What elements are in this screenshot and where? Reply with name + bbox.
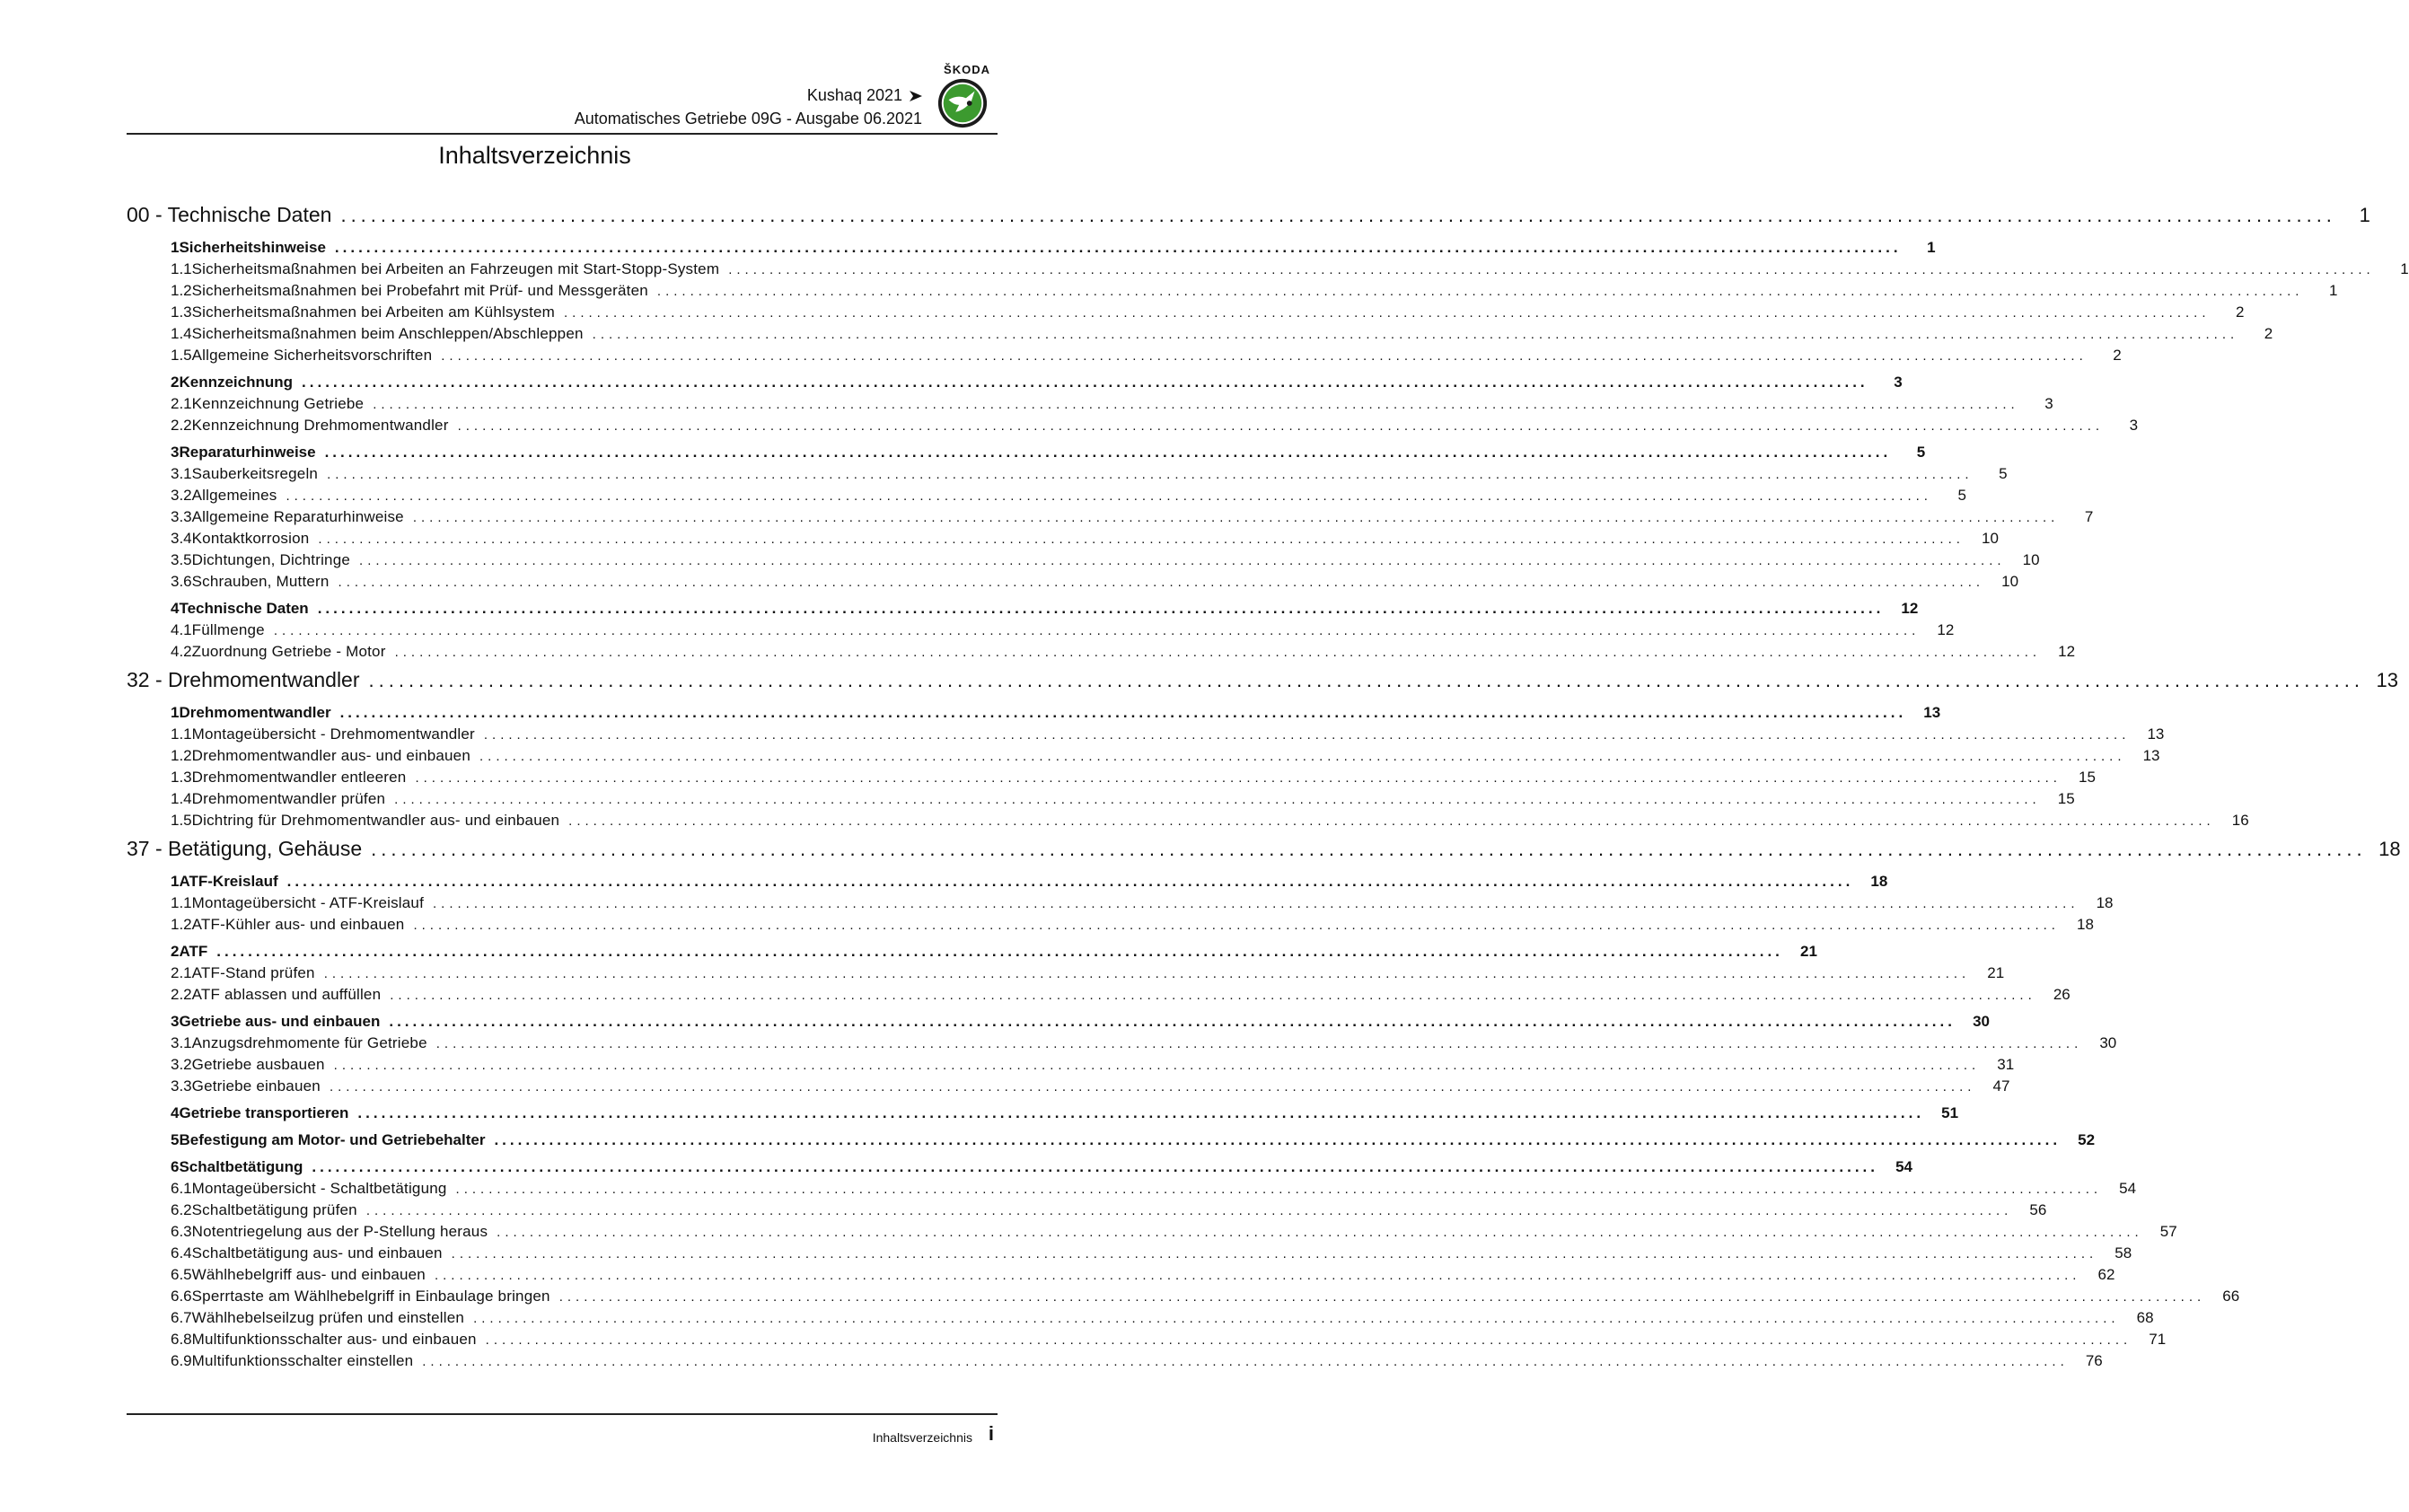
section-title: Reparaturhinweise: [179, 444, 316, 461]
subsection-number: 6.5: [171, 1266, 192, 1283]
subsection-title: Notentriegelung aus der P-Stellung heraus: [191, 1223, 488, 1240]
section-number: 1: [171, 704, 180, 721]
subsection-number: 1.1: [171, 725, 192, 743]
toc-subsection[interactable]: [127, 769, 2096, 790]
subsection-page: 26: [2053, 986, 2071, 1003]
toc-subsection[interactable]: [127, 282, 2338, 303]
toc-subsection[interactable]: [127, 417, 2139, 438]
subsection-page: 12: [1937, 621, 1955, 638]
toc-subsection[interactable]: [127, 1077, 2010, 1099]
subsection-page: 66: [2222, 1288, 2240, 1305]
leader-dots: ........................................................................................................................................................................................................: [568, 813, 2215, 829]
leader-dots: ........................................................................................................................................................................................................: [318, 532, 1965, 547]
subsection-page: 7: [2084, 508, 2094, 525]
toc-subsection[interactable]: [127, 395, 2053, 417]
subsection-title: Anzugsdrehmomente für Getriebe: [191, 1034, 427, 1051]
subsection-page: 76: [2085, 1352, 2103, 1369]
subsection-title: Sauberkeitsregeln: [191, 465, 319, 482]
subsection-number: 6.7: [171, 1309, 192, 1326]
leader-dots: ........................................................................................................................................................................................................: [394, 645, 2042, 660]
leader-dots: ........................................................................................................................................................................................................: [334, 239, 1902, 256]
subsection-title: Schaltbetätigung aus- und einbauen: [191, 1244, 443, 1261]
section-title: Getriebe aus- und einbauen: [179, 1013, 381, 1030]
subsection-page: 3: [2044, 395, 2053, 412]
leader-dots: ........................................................................................................................................................................................................: [656, 284, 2304, 299]
toc-subsection[interactable]: [127, 260, 2409, 282]
toc-subsection[interactable]: [127, 725, 2165, 747]
leader-dots: ........................................................................................................................................................................................................: [340, 204, 2336, 226]
leader-dots: ........................................................................................................................................................................................................: [329, 1079, 1976, 1094]
subsection-title: Dichtring für Drehmomentwandler aus- und einbauen: [191, 812, 560, 829]
section-page: 30: [1973, 1013, 1990, 1030]
leader-dots: ........................................................................................................................................................................................................: [327, 467, 1974, 482]
leader-dots: ........................................................................................................................................................................................................: [338, 575, 1985, 590]
leader-dots: ........................................................................................................................................................................................................: [216, 943, 1783, 960]
leader-dots: ........................................................................................................................................................................................................: [485, 1332, 2132, 1348]
toc-subsection[interactable]: [127, 1288, 2240, 1309]
leader-dots: ........................................................................................................................................................................................................: [333, 1058, 1981, 1073]
subsection-page: 3: [2129, 417, 2139, 434]
subsection-title: Allgemeine Sicherheitsvorschriften: [191, 347, 433, 364]
section-number: 2: [171, 374, 180, 391]
subsection-title: Multifunktionsschalter einstellen: [191, 1352, 414, 1369]
table-of-contents: [127, 203, 2409, 1374]
subsection-number: 6.1: [171, 1180, 192, 1197]
subsection-number: 3.6: [171, 573, 192, 590]
chapter-page: 1: [2359, 204, 2370, 226]
subsection-title: Sperrtaste am Wählhebelgriff in Einbaulage bringen: [191, 1288, 550, 1305]
toc-subsection[interactable]: [127, 573, 2019, 594]
subsection-number: 1.4: [171, 325, 192, 342]
leader-dots: ........................................................................................................................................................................................................: [323, 966, 1971, 981]
toc-subsection[interactable]: [127, 621, 1955, 643]
toc-section[interactable]: [127, 1104, 1959, 1126]
toc-subsection[interactable]: [127, 551, 2040, 573]
chapter-page: 18: [2378, 838, 2401, 860]
toc-subsection[interactable]: [127, 1180, 2137, 1201]
leader-dots: ........................................................................................................................................................................................................: [479, 749, 2126, 764]
subsection-number: 4.2: [171, 643, 192, 660]
leader-dots: ........................................................................................................................................................................................................: [451, 1246, 2098, 1261]
toc-chapter[interactable]: [127, 203, 2370, 233]
section-number: 4: [171, 1104, 180, 1121]
toc-subsection[interactable]: [127, 1266, 2115, 1288]
toc-subsection[interactable]: [127, 1223, 2177, 1244]
section-page: 54: [1895, 1158, 1913, 1175]
subsection-page: 1: [2328, 282, 2338, 299]
subsection-number: 3.3: [171, 508, 192, 525]
toc-section[interactable]: [127, 1131, 2096, 1153]
section-page: 5: [1916, 444, 1926, 461]
subsection-title: Sicherheitsmaßnahmen bei Arbeiten an Fahrzeugen mit Start-Stopp-System: [191, 260, 720, 277]
subsection-title: Zuordnung Getriebe - Motor: [191, 643, 386, 660]
chapter-page: 13: [2376, 669, 2398, 691]
toc-subsection[interactable]: [127, 1056, 2015, 1077]
leader-dots: ........................................................................................................................................................................................................: [483, 727, 2131, 743]
leader-dots: ........................................................................................................................................................................................................: [324, 444, 1892, 461]
section-number: 3: [171, 444, 180, 461]
leader-dots: ........................................................................................................................................................................................................: [339, 704, 1907, 721]
subsection-page: 13: [2147, 725, 2165, 743]
subsection-title: ATF-Stand prüfen: [191, 964, 315, 981]
leader-dots: ........................................................................................................................................................................................................: [413, 918, 2060, 933]
leader-dots: ........................................................................................................................................................................................................: [389, 1013, 1956, 1030]
subsection-number: 6.6: [171, 1288, 192, 1305]
footer-divider: [127, 1413, 998, 1415]
leader-dots: ........................................................................................................................................................................................................: [457, 418, 2105, 434]
subsection-number: 4.1: [171, 621, 192, 638]
subsection-title: Drehmomentwandler aus- und einbauen: [191, 747, 470, 764]
subsection-page: 10: [2001, 573, 2019, 590]
toc-subsection[interactable]: [127, 812, 2249, 833]
subsection-page: 57: [2159, 1223, 2177, 1240]
subsection-title: Kontaktkorrosion: [191, 530, 310, 547]
toc-subsection[interactable]: [127, 894, 2114, 916]
toc-subsection[interactable]: [127, 508, 2094, 530]
subsection-number: 1.1: [171, 894, 192, 911]
model-line: [807, 86, 922, 105]
subsection-number: 1.4: [171, 790, 192, 807]
section-page: 21: [1799, 943, 1817, 960]
section-title: Technische Daten: [179, 600, 309, 617]
toc-subsection[interactable]: [127, 1309, 2154, 1331]
subsection-page: 10: [1982, 530, 1999, 547]
toc-subsection[interactable]: [127, 1331, 2167, 1352]
subsection-number: 3.3: [171, 1077, 192, 1094]
subsection-title: Kennzeichnung Drehmomentwandler: [191, 417, 449, 434]
subsection-page: 12: [2058, 643, 2076, 660]
model-name: Kushaq 2021: [806, 86, 902, 104]
section-number: 3: [171, 1013, 180, 1030]
subsection-number: 2.1: [171, 964, 192, 981]
toc-subsection[interactable]: [127, 964, 2005, 986]
toc-subsection[interactable]: [127, 1034, 2117, 1056]
leader-dots: ........................................................................................................................................................................................................: [394, 792, 2041, 807]
subsection-page: 15: [2079, 769, 2096, 786]
subsection-title: Drehmomentwandler entleeren: [191, 769, 407, 786]
subsection-number: 1.5: [171, 347, 192, 364]
subsection-number: 3.5: [171, 551, 192, 568]
leader-dots: ........................................................................................................................................................................................................: [390, 988, 2036, 1003]
subsection-number: 3.2: [171, 1056, 192, 1073]
toc-chapter[interactable]: [127, 837, 2401, 867]
subsection-page: 5: [1957, 487, 1966, 504]
subsection-number: 1.2: [171, 747, 192, 764]
subsection-page: 56: [2029, 1201, 2047, 1218]
subsection-number: 1.3: [171, 769, 192, 786]
leader-dots: ........................................................................................................................................................................................................: [434, 1268, 2081, 1283]
leader-dots: ........................................................................................................................................................................................................: [359, 553, 2006, 568]
subsection-title: Getriebe ausbauen: [191, 1056, 325, 1073]
section-number: 1: [171, 873, 180, 890]
subsection-title: Wählhebelgriff aus- und einbauen: [191, 1266, 426, 1283]
toc-section[interactable]: [127, 1013, 1990, 1034]
section-page: 52: [2078, 1131, 2096, 1148]
toc-section[interactable]: [127, 704, 1941, 725]
toc-subsection[interactable]: [127, 530, 1999, 551]
subsection-title: Multifunktionsschalter aus- und einbauen: [191, 1331, 477, 1348]
leader-dots: ........................................................................................................................................................................................................: [371, 838, 2367, 860]
subsection-number: 1.2: [171, 916, 192, 933]
subsection-title: Schaltbetätigung prüfen: [191, 1201, 357, 1218]
toc-chapter[interactable]: [127, 668, 2398, 699]
subsection-title: Drehmomentwandler prüfen: [191, 790, 386, 807]
section-title: Drehmomentwandler: [179, 704, 331, 721]
subsection-title: Sicherheitsmaßnahmen bei Probefahrt mit Prüf- und Messgeräten: [191, 282, 648, 299]
footer-label: Inhaltsverzeichnis: [872, 1430, 972, 1445]
leader-dots: ........................................................................................................................................................................................................: [441, 348, 2088, 364]
footer-page-numeral: i: [988, 1422, 994, 1445]
toc-subsection[interactable]: [127, 916, 2094, 937]
subsection-number: 6.3: [171, 1223, 192, 1240]
subsection-page: 5: [1999, 465, 2008, 482]
subsection-title: Getriebe einbauen: [191, 1077, 321, 1094]
section-title: Kennzeichnung: [179, 374, 294, 391]
subsection-title: Sicherheitsmaßnahmen bei Arbeiten am Kühlsystem: [191, 303, 556, 321]
subsection-title: Füllmenge: [191, 621, 265, 638]
subsection-page: 15: [2057, 790, 2075, 807]
subsection-number: 1.2: [171, 282, 192, 299]
subsection-title: ATF-Kühler aus- und einbauen: [191, 916, 405, 933]
leader-dots: ........................................................................................................................................................................................................: [368, 669, 2364, 691]
chapter-title: 37 - Betätigung, Gehäuse: [127, 837, 363, 860]
section-page: 12: [1901, 600, 1919, 617]
leader-dots: ........................................................................................................................................................................................................: [728, 262, 2375, 277]
section-title: ATF-Kreislauf: [179, 873, 278, 890]
section-title: ATF: [179, 943, 208, 960]
subsection-number: 2.2: [171, 417, 192, 434]
subsection-title: Montageübersicht - ATF-Kreislauf: [191, 894, 424, 911]
toc-section[interactable]: [127, 600, 1919, 621]
toc-subsection[interactable]: [127, 1352, 2103, 1374]
subsection-page: 10: [2022, 551, 2040, 568]
leader-dots: ........................................................................................................................................................................................................: [455, 1182, 2103, 1197]
subsection-page: 58: [2114, 1244, 2132, 1261]
section-page: 13: [1923, 704, 1941, 721]
leader-dots: ........................................................................................................................................................................................................: [357, 1104, 1925, 1121]
toc-section[interactable]: [127, 239, 1936, 260]
leader-dots: ........................................................................................................................................................................................................: [494, 1131, 2062, 1148]
toc-subsection[interactable]: [127, 325, 2273, 347]
leader-dots: ........................................................................................................................................................................................................: [365, 1203, 2013, 1218]
subsection-number: 6.8: [171, 1331, 192, 1348]
toc-subsection[interactable]: [127, 1244, 2132, 1266]
right-arrow-icon: [910, 91, 922, 101]
leader-dots: ........................................................................................................................................................................................................: [473, 1311, 2120, 1326]
page-header: [127, 59, 998, 135]
section-number: 1: [171, 239, 180, 256]
subsection-page: 47: [1992, 1077, 2010, 1094]
subsection-title: ATF ablassen und auffüllen: [191, 986, 382, 1003]
section-title: Getriebe transportieren: [179, 1104, 349, 1121]
toc-subsection[interactable]: [127, 303, 2245, 325]
leader-dots: ........................................................................................................................................................................................................: [312, 1158, 1879, 1175]
subsection-number: 2.2: [171, 986, 192, 1003]
leader-dots: ........................................................................................................................................................................................................: [273, 623, 1921, 638]
leader-dots: ........................................................................................................................................................................................................: [433, 896, 2079, 911]
subsection-title: Dichtungen, Dichtringe: [191, 551, 351, 568]
toc-subsection[interactable]: [127, 347, 2122, 368]
section-page: 1: [1927, 239, 1936, 256]
brand-wordmark: ŠKODA: [944, 63, 990, 76]
leader-dots: ........................................................................................................................................................................................................: [564, 305, 2211, 321]
subsection-page: 2: [2264, 325, 2273, 342]
subsection-title: Allgemeines: [191, 487, 277, 504]
subsection-number: 3.2: [171, 487, 192, 504]
toc-section[interactable]: [127, 943, 1817, 964]
section-number: 5: [171, 1131, 180, 1148]
section-page: 18: [1870, 873, 1888, 890]
toc-section[interactable]: [127, 374, 1903, 395]
subsection-page: 21: [1987, 964, 2005, 981]
leader-dots: ........................................................................................................................................................................................................: [592, 327, 2239, 342]
subsection-page: 18: [2077, 916, 2094, 933]
section-number: 4: [171, 600, 180, 617]
subsection-number: 1.5: [171, 812, 192, 829]
toc-section[interactable]: [127, 873, 1888, 894]
toc-subsection[interactable]: [127, 487, 1966, 508]
subsection-page: 16: [2231, 812, 2249, 829]
subsection-number: 1.1: [171, 260, 192, 277]
subsection-number: 3.1: [171, 1034, 192, 1051]
section-title: Schaltbetätigung: [179, 1158, 303, 1175]
toc-subsection[interactable]: [127, 790, 2075, 812]
subsection-number: 3.1: [171, 465, 192, 482]
leader-dots: ........................................................................................................................................................................................................: [415, 770, 2062, 786]
leader-dots: ........................................................................................................................................................................................................: [373, 397, 2019, 412]
toc-subsection[interactable]: [127, 643, 2076, 664]
subsection-title: Allgemeine Reparaturhinweise: [191, 508, 404, 525]
leader-dots: ........................................................................................................................................................................................................: [422, 1354, 2069, 1369]
subsection-title: Kennzeichnung Getriebe: [191, 395, 365, 412]
section-page: 51: [1941, 1104, 1959, 1121]
section-page: 3: [1894, 374, 1903, 391]
subsection-page: 71: [2149, 1331, 2167, 1348]
toc-subsection[interactable]: [127, 465, 2008, 487]
chapter-title: 32 - Drehmomentwandler: [127, 668, 360, 691]
subsection-title: Montageübersicht - Schaltbetätigung: [191, 1180, 447, 1197]
subsection-number: 1.3: [171, 303, 192, 321]
subsection-number: 6.4: [171, 1244, 192, 1261]
leader-dots: ........................................................................................................................................................................................................: [302, 374, 1868, 391]
skoda-logo-icon: [936, 77, 989, 129]
subsection-page: 2: [2236, 303, 2245, 321]
section-number: 2: [171, 943, 180, 960]
page-title: Inhaltsverzeichnis: [438, 142, 631, 169]
subsection-page: 13: [2142, 747, 2160, 764]
subsection-page: 18: [2096, 894, 2114, 911]
toc-subsection[interactable]: [127, 747, 2160, 769]
leader-dots: ........................................................................................................................................................................................................: [412, 510, 2060, 525]
leader-dots: ........................................................................................................................................................................................................: [497, 1225, 2143, 1240]
leader-dots: ........................................................................................................................................................................................................: [317, 600, 1885, 617]
chapter-title: 00 - Technische Daten: [127, 203, 332, 226]
subsection-title: Montageübersicht - Drehmomentwandler: [191, 725, 475, 743]
subsection-number: 2.1: [171, 395, 192, 412]
leader-dots: ........................................................................................................................................................................................................: [286, 873, 1854, 890]
subsection-page: 1: [2400, 260, 2409, 277]
subsection-number: 3.4: [171, 530, 192, 547]
subsection-page: 30: [2099, 1034, 2117, 1051]
leader-dots: ........................................................................................................................................................................................................: [558, 1289, 2206, 1305]
subsection-page: 2: [2113, 347, 2122, 364]
subsection-title: Sicherheitsmaßnahmen beim Anschleppen/Abschleppen: [191, 325, 584, 342]
subsection-page: 54: [2119, 1180, 2137, 1197]
subsection-page: 68: [2136, 1309, 2154, 1326]
section-title: Befestigung am Motor- und Getriebehalter: [179, 1131, 486, 1148]
toc-section[interactable]: [127, 1158, 1913, 1180]
toc-section[interactable]: [127, 444, 1926, 465]
subsection-number: 6.2: [171, 1201, 192, 1218]
toc-subsection[interactable]: [127, 1201, 2047, 1223]
subsection-title: Wählhebelseilzug prüfen und einstellen: [191, 1309, 465, 1326]
subsection-page: 31: [1997, 1056, 2015, 1073]
leader-dots: ........................................................................................................................................................................................................: [435, 1036, 2083, 1051]
section-title: Sicherheitshinweise: [179, 239, 326, 256]
section-number: 6: [171, 1158, 180, 1175]
subsection-title: Schrauben, Muttern: [191, 573, 330, 590]
leader-dots: ........................................................................................................................................................................................................: [286, 488, 1932, 504]
subsection-page: 62: [2097, 1266, 2115, 1283]
toc-subsection[interactable]: [127, 986, 2071, 1007]
document-title: Automatisches Getriebe 09G - Ausgabe 06.2021: [574, 110, 922, 127]
subsection-number: 6.9: [171, 1352, 192, 1369]
